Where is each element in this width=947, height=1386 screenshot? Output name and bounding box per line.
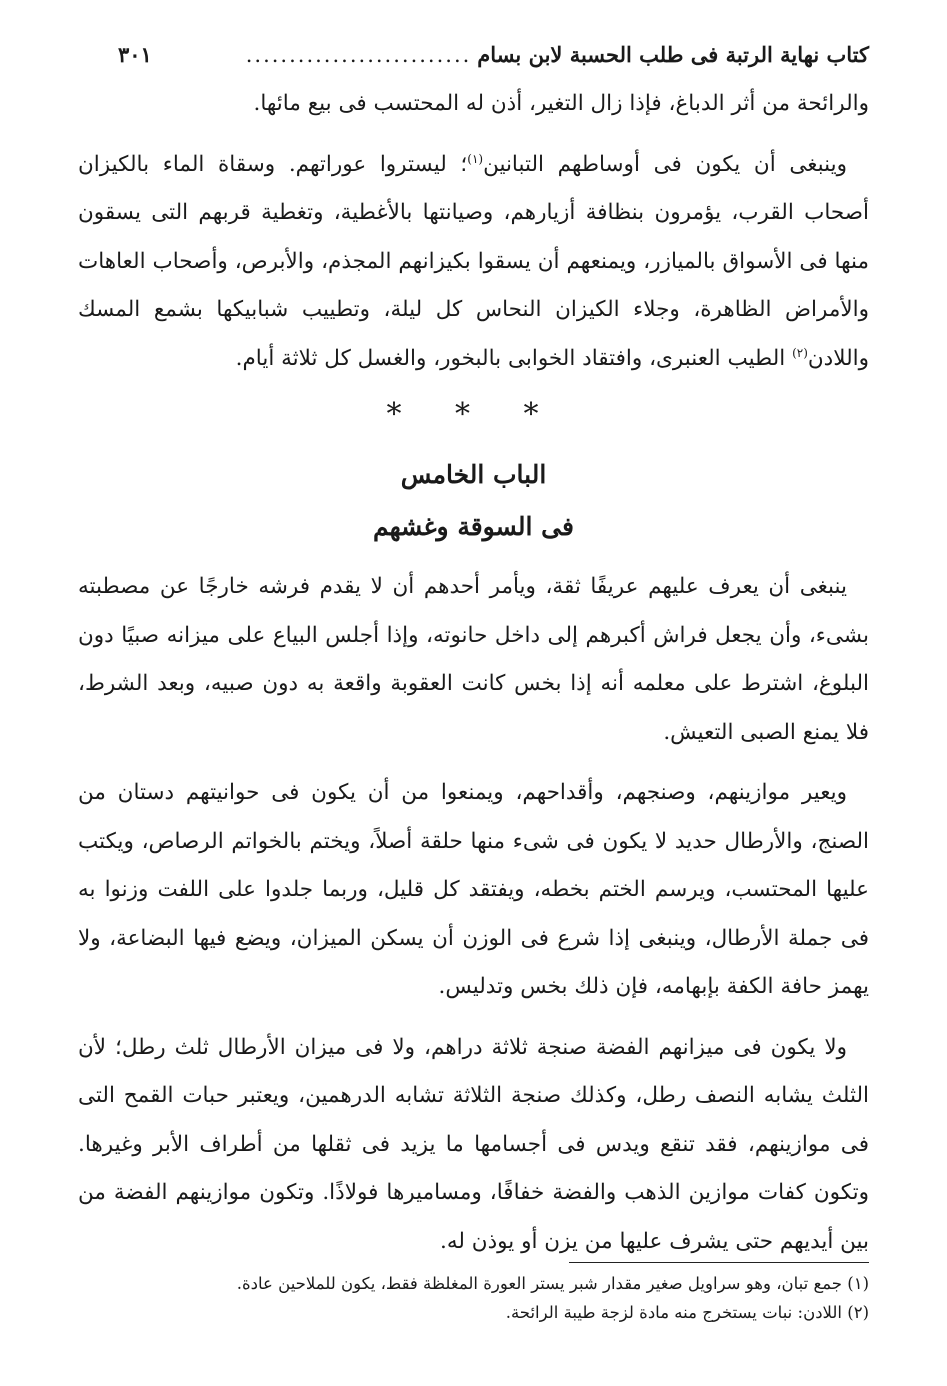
paragraph-1: والرائحة من أثر الدباغ، فإذا زال التغير، أذن له المحتسب فى بيع مائها. [253, 91, 869, 116]
paragraph-5: ولا يكون فى ميزانهم الفضة صنجة ثلاثة دراهم، ولا فى ميزان الأرطال ثلث رطل؛ لأن الثلث يشابه النصف رطل، وكذلك صنجة الثلاثة تشابه الدرهمين، ويعتبر حبات القمح التى فى موازينهم، فقد تنقع ويدس فى أجسامها ما يزيد فى ثقلها من أطراف الأبر وغيرها. وتكون كفات موازين الذهب والفضة خفافًا، ومساميرها فولاذًا. وتكون موازينهم الفضة من بين أيديهم حتى يشرف عليها من يزن أو يوذن له. [78, 1034, 869, 1254]
paragraph-2-text-b: ؛ ليستروا عوراتهم. وسقاة الماء بالكيزان أصحاب القرب، يؤمرون بنظافة أزيارهم، وصيانتها بالأغطية، وتغطية قربهم التى يسقون منها فى الأسواق بالميازر، ويمنعهم أن يسقوا بكيزانهم المجذم، والأبرص، وأصحاب العاهات والأمراض الظاهرة، وجلاء الكيزان النحاس كل ليلة، وتطييب شبابيكها بشمع المسك واللادن [78, 151, 870, 371]
paragraph-2 [78, 141, 869, 384]
footnote-ref-2: (٢) [792, 345, 808, 360]
page-body [78, 80, 869, 1266]
section-separator: * * * [386, 397, 561, 432]
paragraph-2-text-a: وينبغى أن يكون فى أوساطهم التبانين [483, 151, 847, 177]
paragraph-2-text-c: الطيب العنبرى، وافتقاد الخوابى بالبخور، والغسل كل ثلاثة أيام. [235, 345, 793, 371]
chapter-title: الباب الخامس [400, 460, 547, 489]
paragraph-4: ويعير موازينهم، وصنجهم، وأقداحهم، ويمنعوا من أن يكون فى حوانيتهم دستان من الصنج، والأرطال حديد لا يكون فى شىء منها حلقة أصلاً، ويختم بالخواتم الرصاص، ويكتب عليها المحتسب، ويرسم الختم بخطه، ويفتقد كل قليل، وربما جلدوا على اللفت وزنوا به فى جملة الأرطال، وينبغى إذا شرع فى الوزن أن يسكن الميزان، ويضع فيها البضاعة، ولا يهمز حافة الكفة بإبهامه، فإن ذلك بخس وتدليس. [78, 780, 869, 999]
footnotes [78, 1262, 869, 1327]
footnote-1: (١) جمع تبان، وهو سراويل صغير مقدار شبر يستر العورة المغلظة فقط، يكون للملاحين عادة. [236, 1274, 869, 1293]
footnote-rule [569, 1262, 869, 1263]
chapter-subtitle: فى السوقة وغشهم [373, 512, 574, 541]
page-number: ٣٠١ [118, 42, 152, 67]
running-header [118, 42, 869, 76]
footnote-2: (٢) اللادن: نبات يستخرج منه مادة لزجة طيبة الرائحة. [505, 1303, 869, 1322]
paragraph-3: ينبغى أن يعرف عليهم عريفًا ثقة، ويأمر أحدهم أن لا يقدم فرشه خارجًا عن مصطبته بشىء، وأن يجعل فراش أكبرهم إلى داخل حانوته، وإذا أجلس البياع على ميزانه صبيًا دون البلوغ، اشترط على معلمه أنه إذا بخس كانت العقوبة واقعة به دون صبيه، وبعد الشرط، فلا يمنع الصبى التعيش. [78, 574, 869, 745]
footnote-ref-1: (١) [467, 151, 484, 166]
leader-dots: .......................... [245, 43, 472, 67]
running-title: كتاب نهاية الرتبة فى طلب الحسبة لابن بسام [477, 42, 869, 67]
